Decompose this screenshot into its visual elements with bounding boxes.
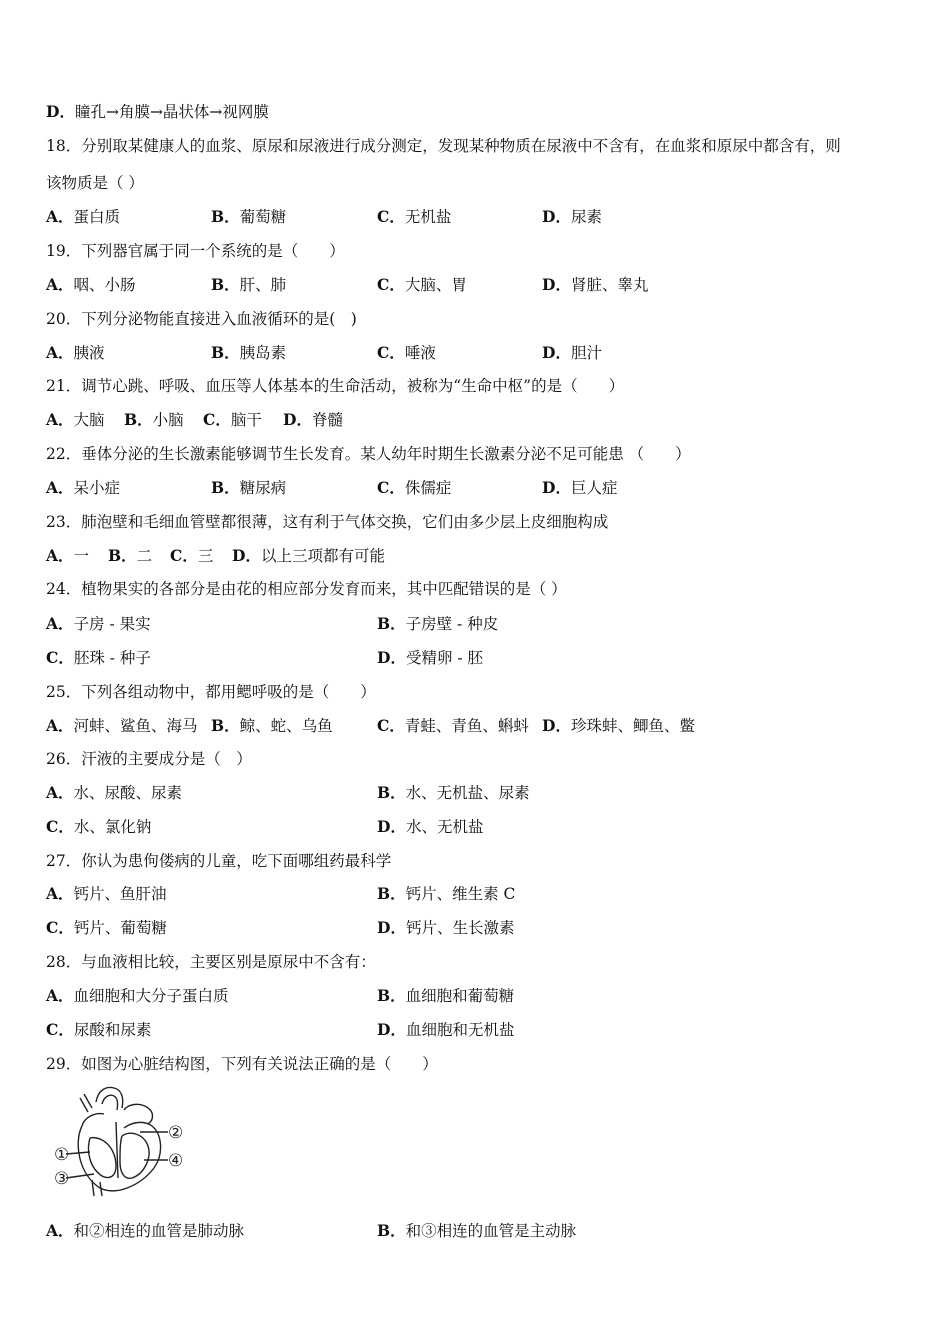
question-19-stem: 19．下列器官属于同一个系统的是（ ） xyxy=(46,242,345,260)
q23-option-c[interactable]: C．三 xyxy=(170,546,214,565)
q28-option-c[interactable]: C．尿酸和尿素 xyxy=(46,1020,152,1039)
question-18-stem: 18．分别取某健康人的血浆、原尿和尿液进行成分测定，发现某种物质在尿液中不含有，在血浆和原尿中都含有，则 xyxy=(46,137,841,155)
q23-option-d[interactable]: D．以上三项都有可能 xyxy=(232,546,385,565)
heart-structure-diagram xyxy=(44,1082,194,1202)
q22-option-a[interactable]: A．呆小症 xyxy=(46,478,121,497)
question-21-stem: 21．调节心跳、呼吸、血压等人体基本的生命活动，被称为“生命中枢”的是（ ） xyxy=(46,377,625,395)
q27-option-a[interactable]: A．钙片、鱼肝油 xyxy=(46,884,167,903)
question-24-stem: 24．植物果实的各部分是由花的相应部分发育而来，其中匹配错误的是（ ） xyxy=(46,580,567,598)
q19-option-a[interactable]: A．咽、小肠 xyxy=(46,275,136,294)
q20-option-b[interactable]: B．胰岛素 xyxy=(211,343,287,362)
q18-option-b[interactable]: B．葡萄糖 xyxy=(211,207,287,226)
q19-option-b[interactable]: B．肝、肺 xyxy=(211,275,287,294)
q28-option-b[interactable]: B．血细胞和葡萄糖 xyxy=(377,986,515,1005)
q27-option-c[interactable]: C．钙片、葡萄糖 xyxy=(46,918,167,937)
q27-option-b[interactable]: B．钙片、维生素 C xyxy=(377,884,516,903)
question-20-stem: 20．下列分泌物能直接进入血液循环的是( ) xyxy=(46,310,357,328)
q20-option-c[interactable]: C．唾液 xyxy=(377,343,436,362)
q21-option-a[interactable]: A．大脑 xyxy=(46,410,105,429)
question-29-stem: 29．如图为心脏结构图，下列有关说法正确的是（ ） xyxy=(46,1055,438,1073)
q26-option-d[interactable]: D．水、无机盐 xyxy=(377,817,484,836)
heart-label-2: ② xyxy=(168,1123,184,1143)
q29-option-a[interactable]: A．和②相连的血管是肺动脉 xyxy=(46,1221,245,1240)
q18-option-c[interactable]: C．无机盐 xyxy=(377,207,452,226)
q19-option-d[interactable]: D．肾脏、睾丸 xyxy=(542,275,649,294)
question-25-stem: 25．下列各组动物中，都用鳃呼吸的是（ ） xyxy=(46,683,376,701)
q27-option-d[interactable]: D．钙片、生长激素 xyxy=(377,918,515,937)
option-d-prev: D．瞳孔→角膜→晶状体→视网膜 xyxy=(46,102,269,121)
q19-option-c[interactable]: C．大脑、胃 xyxy=(377,275,467,294)
question-27-stem: 27．你认为患佝偻病的儿童，吃下面哪组药最科学 xyxy=(46,852,392,870)
q26-option-a[interactable]: A．水、尿酸、尿素 xyxy=(46,783,183,802)
q25-option-a[interactable]: A．河蚌、鲨鱼、海马 xyxy=(46,716,198,735)
q26-option-c[interactable]: C．水、氯化钠 xyxy=(46,817,152,836)
q18-option-a[interactable]: A．蛋白质 xyxy=(46,207,121,226)
heart-label-4: ④ xyxy=(168,1151,184,1171)
q25-option-c[interactable]: C．青蛙、青鱼、蝌蚪 xyxy=(377,716,529,735)
q28-option-a[interactable]: A．血细胞和大分子蛋白质 xyxy=(46,986,229,1005)
heart-label-3: ③ xyxy=(54,1169,70,1189)
q20-option-a[interactable]: A．胰液 xyxy=(46,343,105,362)
q22-option-b[interactable]: B．糖尿病 xyxy=(211,478,287,497)
q24-option-b[interactable]: B．子房壁 - 种皮 xyxy=(377,614,499,633)
q29-option-b[interactable]: B．和③相连的血管是主动脉 xyxy=(377,1221,577,1240)
q22-option-c[interactable]: C．侏儒症 xyxy=(377,478,452,497)
q24-option-a[interactable]: A．子房 - 果实 xyxy=(46,614,151,633)
question-26-stem: 26．汗液的主要成分是（ ） xyxy=(46,750,252,768)
q26-option-b[interactable]: B．水、无机盐、尿素 xyxy=(377,783,530,802)
question-23-stem: 23．肺泡壁和毛细血管壁都很薄，这有利于气体交换，它们由多少层上皮细胞构成 xyxy=(46,513,609,531)
heart-label-1: ① xyxy=(54,1145,70,1165)
q24-option-d[interactable]: D．受精卵 - 胚 xyxy=(377,648,484,667)
q25-option-b[interactable]: B．鲸、蛇、乌鱼 xyxy=(211,716,333,735)
q23-option-a[interactable]: A．一 xyxy=(46,546,90,565)
q22-option-d[interactable]: D．巨人症 xyxy=(542,478,618,497)
q23-option-b[interactable]: B．二 xyxy=(108,546,153,565)
q21-option-d[interactable]: D．脊髓 xyxy=(283,410,343,429)
q21-option-c[interactable]: C．脑干 xyxy=(203,410,262,429)
q18-option-d[interactable]: D．尿素 xyxy=(542,207,602,226)
q24-option-c[interactable]: C．胚珠 - 种子 xyxy=(46,648,151,667)
q28-option-d[interactable]: D．血细胞和无机盐 xyxy=(377,1020,515,1039)
q21-option-b[interactable]: B．小脑 xyxy=(124,410,184,429)
question-28-stem: 28．与血液相比较，主要区别是原尿中不含有： xyxy=(46,953,376,971)
q25-option-d[interactable]: D．珍珠蚌、鲫鱼、鳖 xyxy=(542,716,695,735)
question-18-stem-cont: 该物质是（ ） xyxy=(46,174,144,192)
q20-option-d[interactable]: D．胆汁 xyxy=(542,343,602,362)
question-22-stem: 22．垂体分泌的生长激素能够调节生长发育。某人幼年时期生长激素分泌不足可能患 （ ） xyxy=(46,445,691,463)
